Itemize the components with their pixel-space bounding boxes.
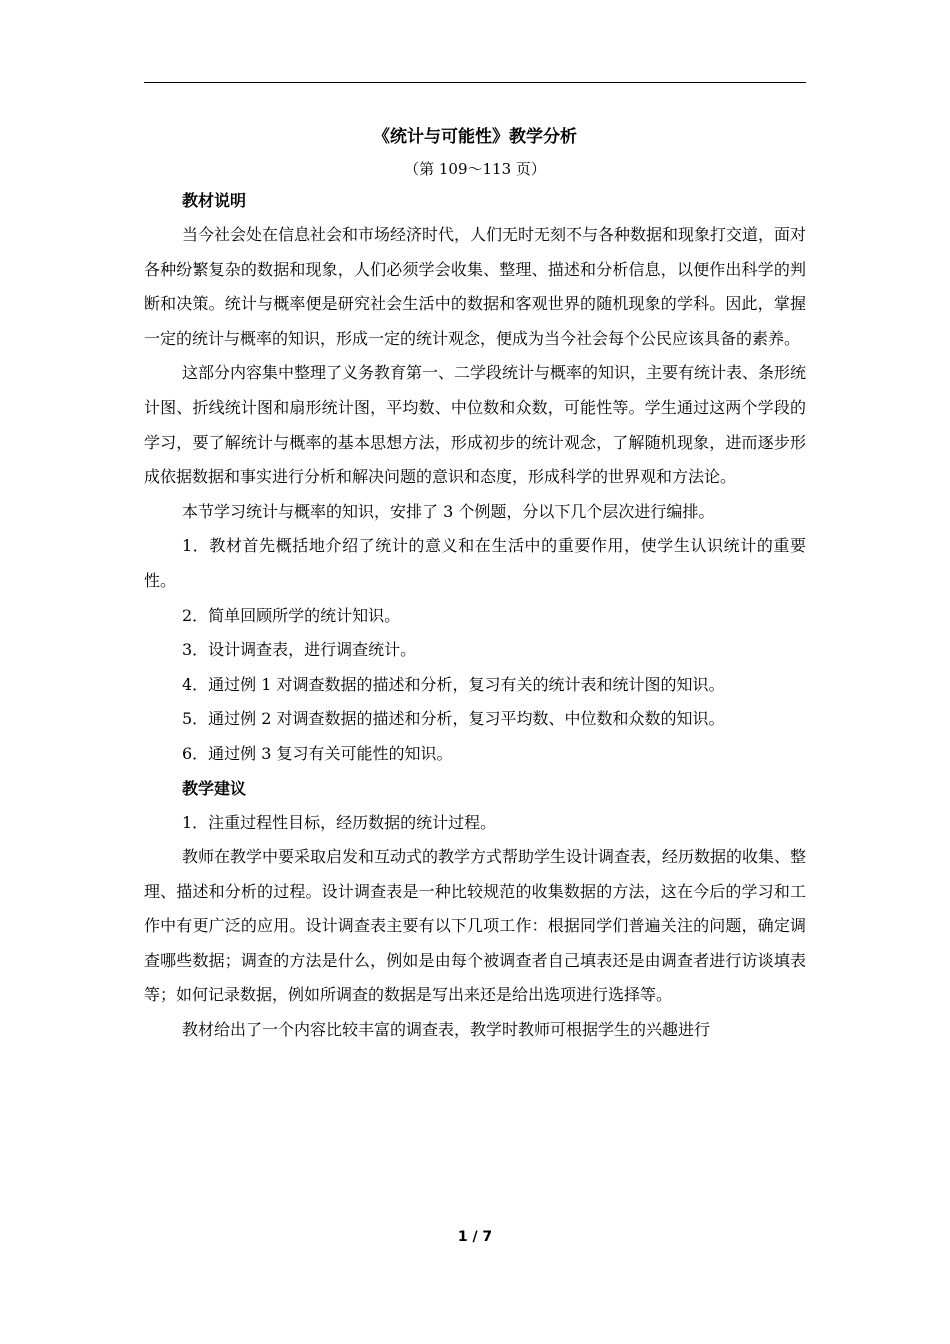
section-heading-suggestions: 教学建议 <box>182 778 247 798</box>
list-item: 5．通过例 2 对调查数据的描述和分析，复习平均数、中位数和众数的知识。 <box>182 709 725 729</box>
paragraph: 1．注重过程性目标，经历数据的统计过程。 <box>182 812 497 832</box>
list-item: 3．设计调查表，进行调查统计。 <box>182 640 417 660</box>
paragraph: 当今社会处在信息社会和市场经济时代，人们无时无刻不与各种数据和现象打交道，面对各种纷繁复杂的数据和现象，人们必须学会收集、整理、描述和分析信息，以便作出科学的判断和决策。统计与概率便是研究社会生活中的数据和客观世界的随机现象的学科。因此，掌握一定的统计与概率的知识，形成一定的统计观念，便成为当今社会每个公民应该具备的素养。 <box>144 225 807 348</box>
list-item: 2．简单回顾所学的统计知识。 <box>182 605 401 625</box>
list-item: 6．通过例 3 复习有关可能性的知识。 <box>182 743 453 763</box>
paragraph: 这部分内容集中整理了义务教育第一、二学段统计与概率的知识，主要有统计表、条形统计图、折线统计图和扇形统计图，平均数、中位数和众数，可能性等。学生通过这两个学段的学习，要了解统计与概率的基本思想方法，形成初步的统计观念，了解随机现象，进而逐步形成依据数据和事实进行分析和解决问题的意识和态度，形成科学的世界观和方法论。 <box>144 363 807 487</box>
paragraph: 教师在教学中要采取启发和互动式的教学方式帮助学生设计调查表，经历数据的收集、整理、描述和分析的过程。设计调查表是一种比较规范的收集数据的方法，这在今后的学习和工作中有更广泛的应用。设计调查表主要有以下几项工作：根据同学们普遍关注的问题，确定调查哪些数据；调查的方法是什么，例如是由每个被调查者自己填表还是由调查者进行访谈填表等；如何记录数据，例如所调查的数据是写出来还是给出选项进行选择等。 <box>144 847 807 1005</box>
page-number: 1 / 7 <box>457 1229 493 1245</box>
page-range-subtitle: （第 109～113 页） <box>404 160 546 178</box>
document-body <box>144 124 806 1048</box>
paragraph: 教材给出了一个内容比较丰富的调查表，教学时教师可根据学生的兴趣进行 <box>182 1020 711 1040</box>
document-title: 《统计与可能性》教学分析 <box>373 127 577 147</box>
list-item: 1．教材首先概括地介绍了统计的意义和在生活中的重要作用，使学生认识统计的重要性。 <box>144 536 806 590</box>
list-item: 4．通过例 1 对调查数据的描述和分析，复习有关的统计表和统计图的知识。 <box>182 674 725 694</box>
paragraph: 本节学习统计与概率的知识，安排了 3 个例题，分以下几个层次进行编排。 <box>182 501 715 521</box>
header-rule <box>144 82 806 83</box>
section-heading-materials: 教材说明 <box>182 191 247 210</box>
